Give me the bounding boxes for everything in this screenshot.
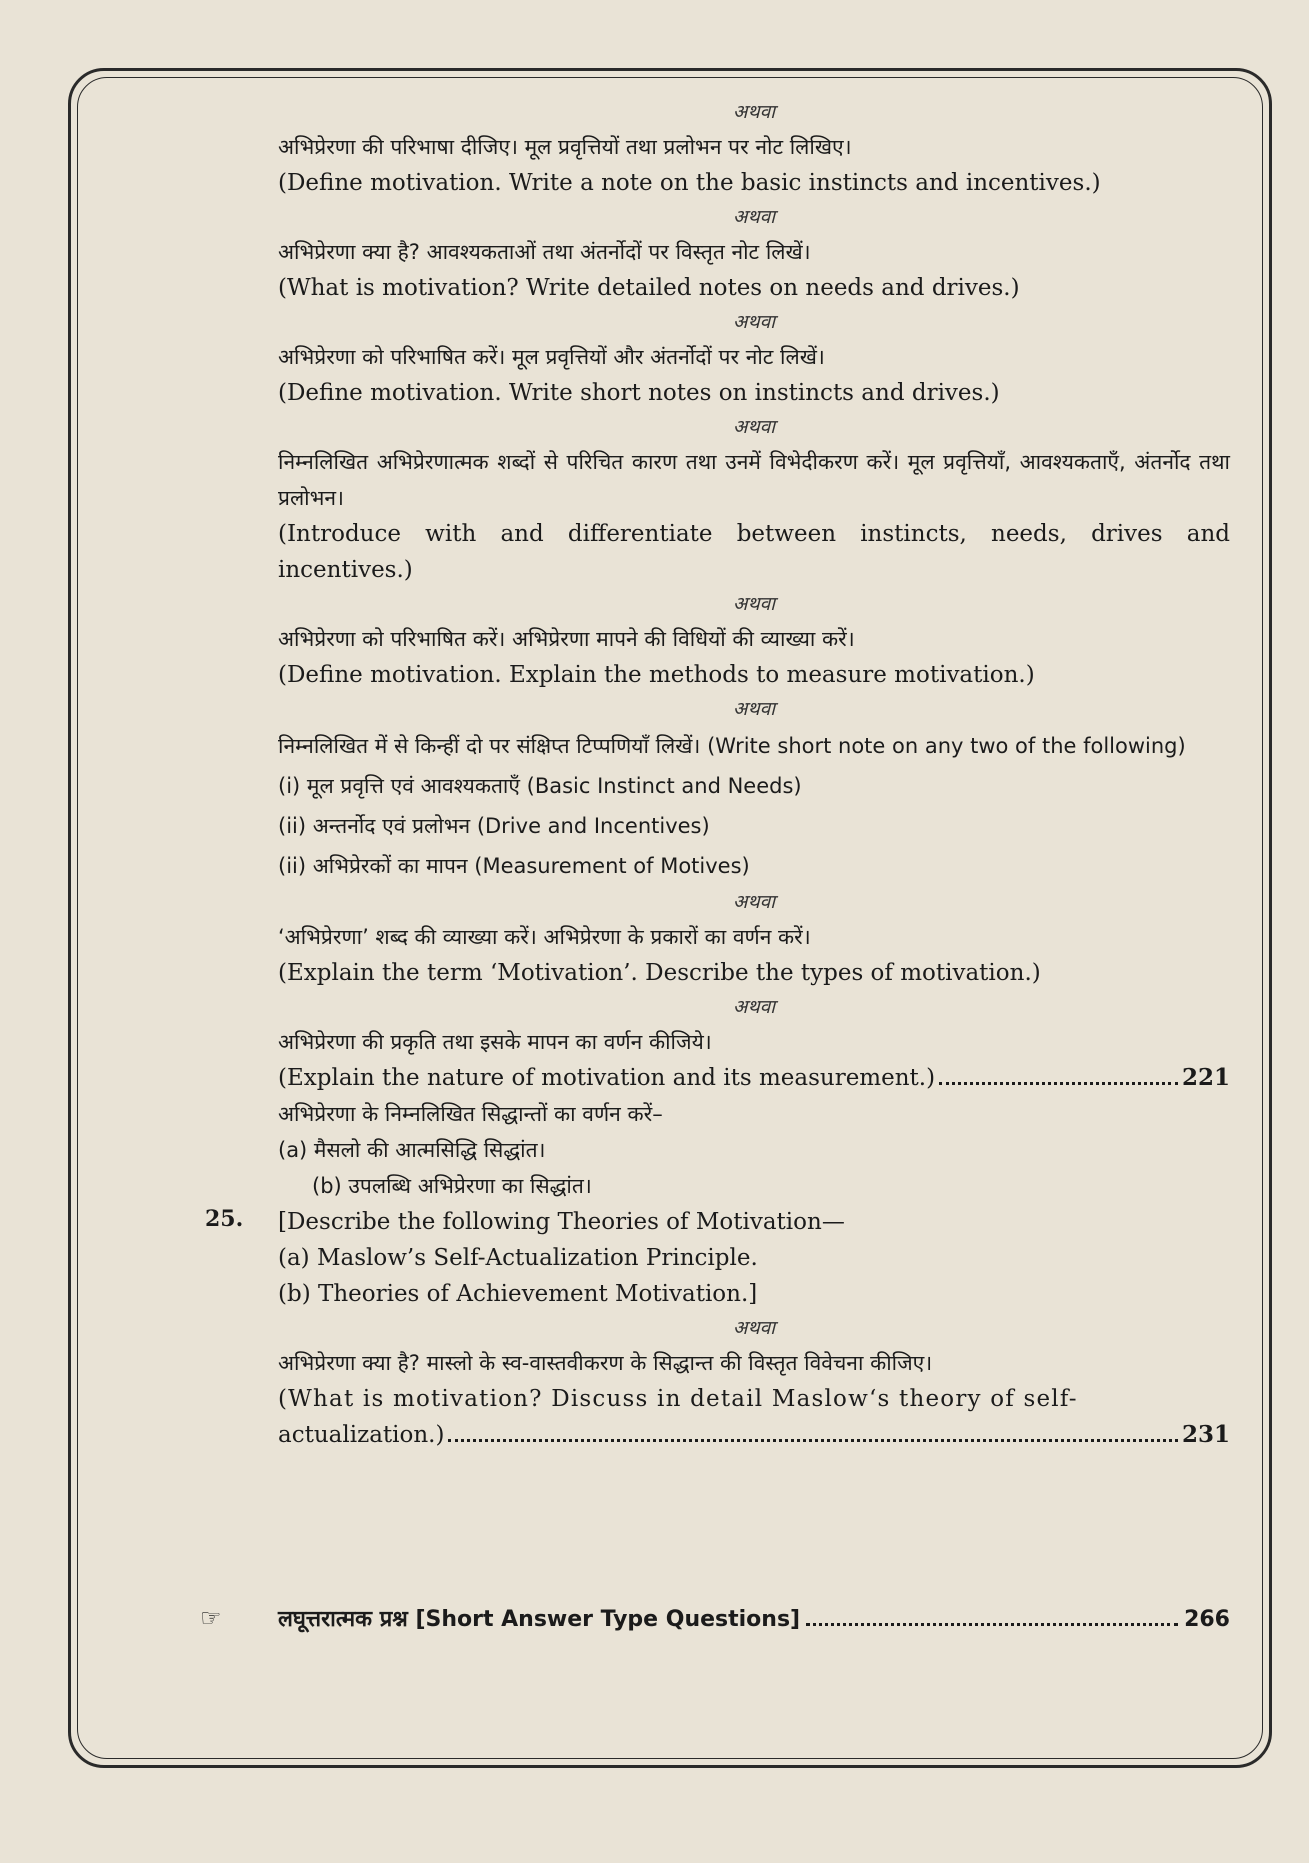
question-hindi: अभिप्रेरणा की प्रकृति तथा इसके मापन का वर्णन कीजिये।	[278, 1030, 712, 1054]
question-english: (Explain the nature of motivation and its measurement.)	[278, 1065, 936, 1091]
pointing-hand-icon: ☞	[200, 1604, 222, 1632]
question-english: actualization.)	[278, 1422, 445, 1448]
question-number: 25.	[205, 1206, 244, 1232]
page-number: 221	[1181, 1064, 1230, 1091]
sub-item: (a) Maslow’s Self-Actualization Principle.	[278, 1245, 758, 1271]
question-english-with-page	[278, 1417, 1230, 1453]
question-english: (What is motivation? Write detailed notes on needs and drives.)	[278, 275, 1020, 301]
question-english: (Define motivation. Write a note on the basic instincts and incentives.)	[278, 170, 1101, 196]
question-english-with-page	[278, 1060, 1230, 1096]
question-hindi: अभिप्रेरणा क्या है? आवश्यकताओं तथा अंतर्नोदों पर विस्तृत नोट लिखें।	[278, 240, 811, 264]
list-item: (i) मूल प्रवृत्ति एवं आवश्यकताएँ (Basic Instinct and Needs)	[278, 774, 802, 798]
question-hindi: ‘अभिप्रेरणा’ शब्द की व्याख्या करें। अभिप्रेरणा के प्रकारों का वर्णन करें।	[278, 925, 811, 949]
question-hindi: निम्नलिखित अभिप्रेरणात्मक शब्दों से परिचित कारण तथा उनमें विभेदीकरण करें। मूल प्रवृत्तियाँ, आवश्यकताएँ, अंतर्नोद तथा प्रलोभन।	[278, 450, 1230, 510]
question-hindi: अभिप्रेरणा क्या है? मास्लो के स्व-वास्तवीकरण के सिद्धान्त की विस्तृत विवेचना कीजिए।	[278, 1351, 933, 1375]
question-english: (Explain the term ‘Motivation’. Describe the types of motivation.)	[278, 960, 1041, 986]
dot-leader	[806, 1623, 1178, 1626]
sub-item: (b) Theories of Achievement Motivation.]	[278, 1281, 758, 1307]
sub-item: (b) उपलब्धि अभिप्रेरणा का सिद्धांत।	[312, 1174, 592, 1198]
page-number: 266	[1184, 1607, 1230, 1632]
separator: अथवा	[732, 101, 776, 123]
page-number: 231	[1181, 1421, 1230, 1448]
question-hindi: अभिप्रेरणा को परिभाषित करें। मूल प्रवृत्तियों और अंतर्नोदों पर नोट लिखें।	[278, 345, 825, 369]
question-english: (Define motivation. Write short notes on instincts and drives.)	[278, 380, 1000, 406]
section-footer	[200, 1600, 1230, 1638]
dot-leader	[939, 1082, 1178, 1085]
separator: अथवा	[732, 698, 776, 720]
list-item: (ii) अन्तर्नोद एवं प्रलोभन (Drive and Incentives)	[278, 814, 710, 838]
question-25-intro: अभिप्रेरणा के निम्नलिखित सिद्धान्तों का वर्णन करें–	[278, 1102, 663, 1126]
separator: अथवा	[732, 593, 776, 615]
separator: अथवा	[732, 311, 776, 333]
separator: अथवा	[732, 1317, 776, 1339]
separator: अथवा	[732, 891, 776, 913]
separator: अथवा	[732, 206, 776, 228]
english-intro: [Describe the following Theories of Motivation—	[278, 1209, 845, 1235]
separator: अथवा	[732, 996, 776, 1018]
separator: अथवा	[732, 416, 776, 438]
question-english: (Define motivation. Explain the methods to measure motivation.)	[278, 662, 1035, 688]
question-hindi: अभिप्रेरणा को परिभाषित करें। अभिप्रेरणा मापने की विधियों की व्याख्या करें।	[278, 627, 855, 651]
question-hindi: अभिप्रेरणा की परिभाषा दीजिए। मूल प्रवृत्तियों तथा प्रलोभन पर नोट लिखिए।	[278, 135, 852, 159]
sub-item: (a) मैसलो की आत्मसिद्धि सिद्धांत।	[278, 1138, 546, 1162]
question-english: (What is motivation? Discuss in detail Maslow‘s theory of self-	[278, 1386, 1078, 1412]
question-list	[278, 96, 1230, 1453]
dot-leader	[448, 1439, 1178, 1442]
question-intro: निम्नलिखित में से किन्हीं दो पर संक्षिप्त टिप्पणियाँ लिखें। (Write short note on any two of the following)	[278, 734, 1186, 758]
list-item: (ii) अभिप्रेरकों का मापन (Measurement of Motives)	[278, 854, 750, 878]
question-english: (Introduce with and differentiate between instincts, needs, drives and incentives.)	[278, 521, 1230, 583]
section-title: लघूत्तरात्मक प्रश्न [Short Answer Type Questions]	[278, 1607, 801, 1632]
